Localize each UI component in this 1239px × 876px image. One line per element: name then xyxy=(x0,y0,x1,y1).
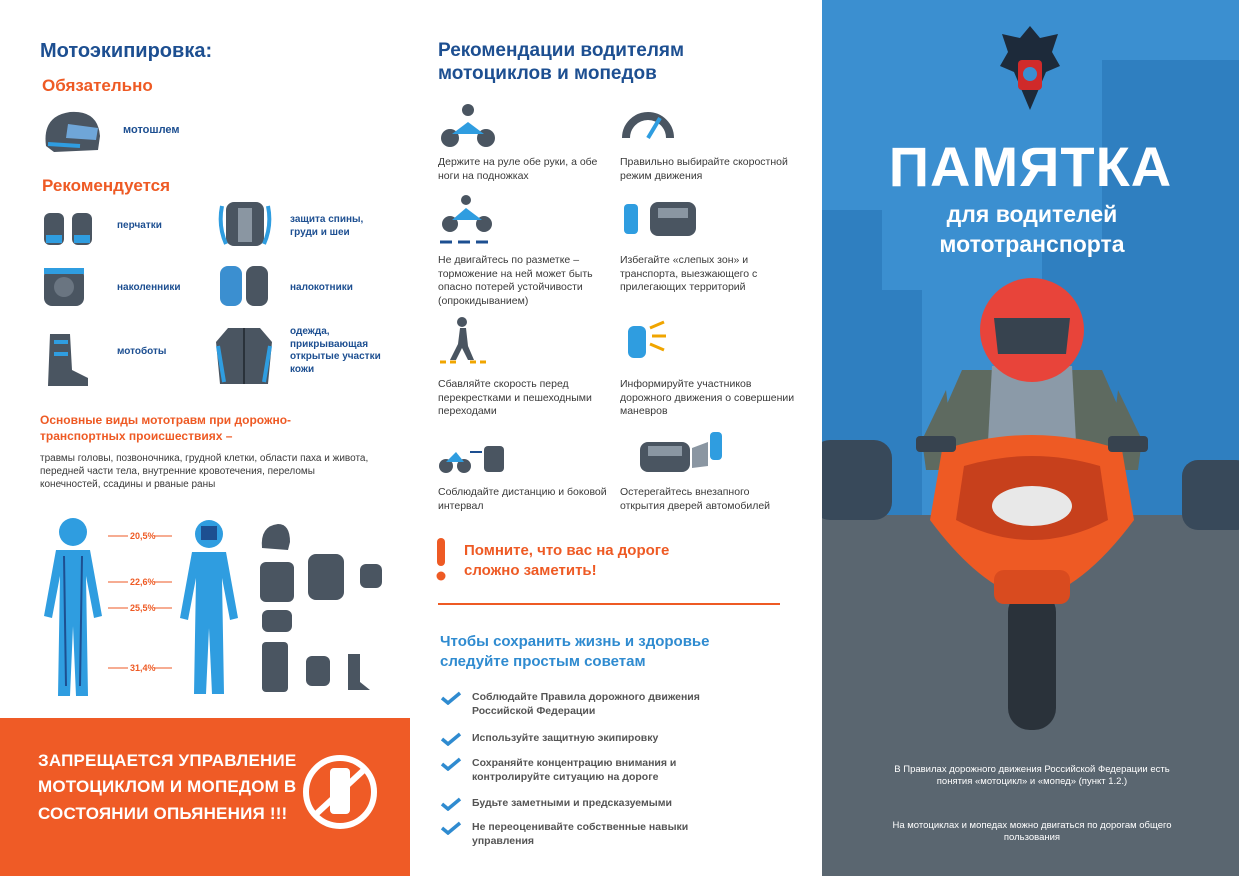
tip-7: Соблюдайте дистанцию и боковой интервал xyxy=(438,486,607,512)
check-icon xyxy=(440,757,462,771)
advice-text: Не переоценивайте собственные навыки управления xyxy=(472,821,689,848)
percent-abdomen: 25,5% xyxy=(130,603,156,613)
advice-text: Сохраняйте концентрацию внимания и контролируйте ситуацию на дороге xyxy=(472,757,677,784)
car-door-icon xyxy=(636,428,726,478)
check-icon xyxy=(440,797,462,811)
boots-icon xyxy=(44,330,90,390)
tip-8: Остерегайтесь внезапного открытия дверей автомобилей xyxy=(620,486,771,512)
jacket-icon xyxy=(214,322,274,388)
left-panel xyxy=(0,0,410,876)
back-protection-label: защита спины, груди и шеи xyxy=(290,214,364,238)
clothing-label: одежда, прикрывающая открытые участки кожи xyxy=(290,326,381,375)
warning-text: Помните, что вас на дороге сложно заметить! xyxy=(464,542,670,579)
advice-text: Соблюдайте Правила дорожного движения Российской Федерации xyxy=(472,691,700,718)
ban-banner xyxy=(0,718,410,876)
speedometer-icon xyxy=(620,98,676,148)
helmet-icon xyxy=(40,106,102,156)
tip-3: Не двигайтесь по разметке – торможение на ней может быть опасно потерей устойчивости (опрокидыванием) xyxy=(438,254,593,307)
exclamation-icon xyxy=(434,536,448,582)
no-alcohol-icon xyxy=(300,752,380,832)
advice-item xyxy=(440,820,742,848)
gloves-label: перчатки xyxy=(117,220,162,231)
helmet-label: мотошлем xyxy=(123,124,180,136)
advice-text: Будьте заметными и предсказуемыми xyxy=(472,797,672,809)
elbow-pads-icon xyxy=(216,262,272,312)
cover-note-1: В Правилах дорожного движения Российской Федерации есть понятия «мотоцикл» и «мопед» (пункт 1.2.) xyxy=(894,764,1170,788)
police-emblem-icon xyxy=(996,22,1064,114)
advice-title: Чтобы сохранить жизнь и здоровье следуйте простым советам xyxy=(440,633,710,670)
person-figure xyxy=(172,518,246,698)
percent-legs: 31,4% xyxy=(130,663,156,673)
gear-title: Мотоэкипировка: xyxy=(40,40,213,62)
knee-pads-label: наколенники xyxy=(117,282,181,293)
knee-pads-icon xyxy=(40,264,88,310)
recommendations-title: Рекомендации водителям мотоциклов и мопедов xyxy=(438,40,685,84)
ban-text: ЗАПРЕЩАЕТСЯ УПРАВЛЕНИЕ МОТОЦИКЛОМ И МОПЕДОМ В СОСТОЯНИИ ОПЬЯНЕНИЯ !!! xyxy=(38,751,297,823)
injuries-text: травмы головы, позвоночника, грудной клетки, области паха и живота, передней части тела, внутренние кровотечения, переломы конечностей, ссадины и рваные раны xyxy=(40,453,369,490)
signaling-scooter-icon xyxy=(620,318,670,366)
advice-text: Используйте защитную экипировку xyxy=(472,732,659,744)
pedestrian-crossing-icon xyxy=(438,316,488,366)
injuries-title: Основные виды мототравм при дорожно-транспортных происшествиях – xyxy=(40,413,292,444)
rider-suit-figure xyxy=(36,516,110,700)
tip-2: Правильно выбирайте скоростной режим движения xyxy=(620,156,788,182)
recommended-title: Рекомендуется xyxy=(42,176,171,195)
motorcyclist-icon xyxy=(438,100,498,150)
check-icon xyxy=(440,821,462,835)
advice-item xyxy=(440,731,742,746)
tip-4: Избегайте «слепых зон» и транспорта, выезжающего с прилегающих территорий xyxy=(620,254,758,294)
road-marking-icon xyxy=(438,194,498,246)
divider xyxy=(438,603,780,605)
gear-pieces-icon xyxy=(256,520,396,696)
advice-item xyxy=(440,690,742,718)
percent-chest: 22,6% xyxy=(130,577,156,587)
cover-subtitle: для водителей мототранспорта xyxy=(939,201,1125,257)
percent-head: 20,5% xyxy=(130,531,156,541)
advice-item xyxy=(440,796,742,811)
blind-spot-icon xyxy=(620,196,700,242)
tip-6: Информируйте участников дорожного движения о совершении маневров xyxy=(620,378,795,418)
motorcyclist-illustration xyxy=(902,270,1162,740)
gloves-icon xyxy=(40,205,98,249)
distance-icon xyxy=(436,436,506,476)
required-title: Обязательно xyxy=(42,76,153,95)
back-protection-icon xyxy=(216,196,274,252)
cover-title: ПАМЯТКА xyxy=(888,135,1173,198)
cover-note-2: На мотоциклах и мопедах можно двигаться по дорогам общего пользования xyxy=(892,820,1172,844)
boots-label: мотоботы xyxy=(117,346,167,357)
cover-panel xyxy=(822,0,1239,876)
check-icon xyxy=(440,691,462,705)
elbow-pads-label: налокотники xyxy=(290,282,353,293)
tip-5: Сбавляйте скорость перед перекрестками и пешеходными переходами xyxy=(438,378,592,418)
check-icon xyxy=(440,732,462,746)
tip-1: Держите на руле обе руки, а обе ноги на подножках xyxy=(438,156,598,182)
advice-item xyxy=(440,756,742,784)
